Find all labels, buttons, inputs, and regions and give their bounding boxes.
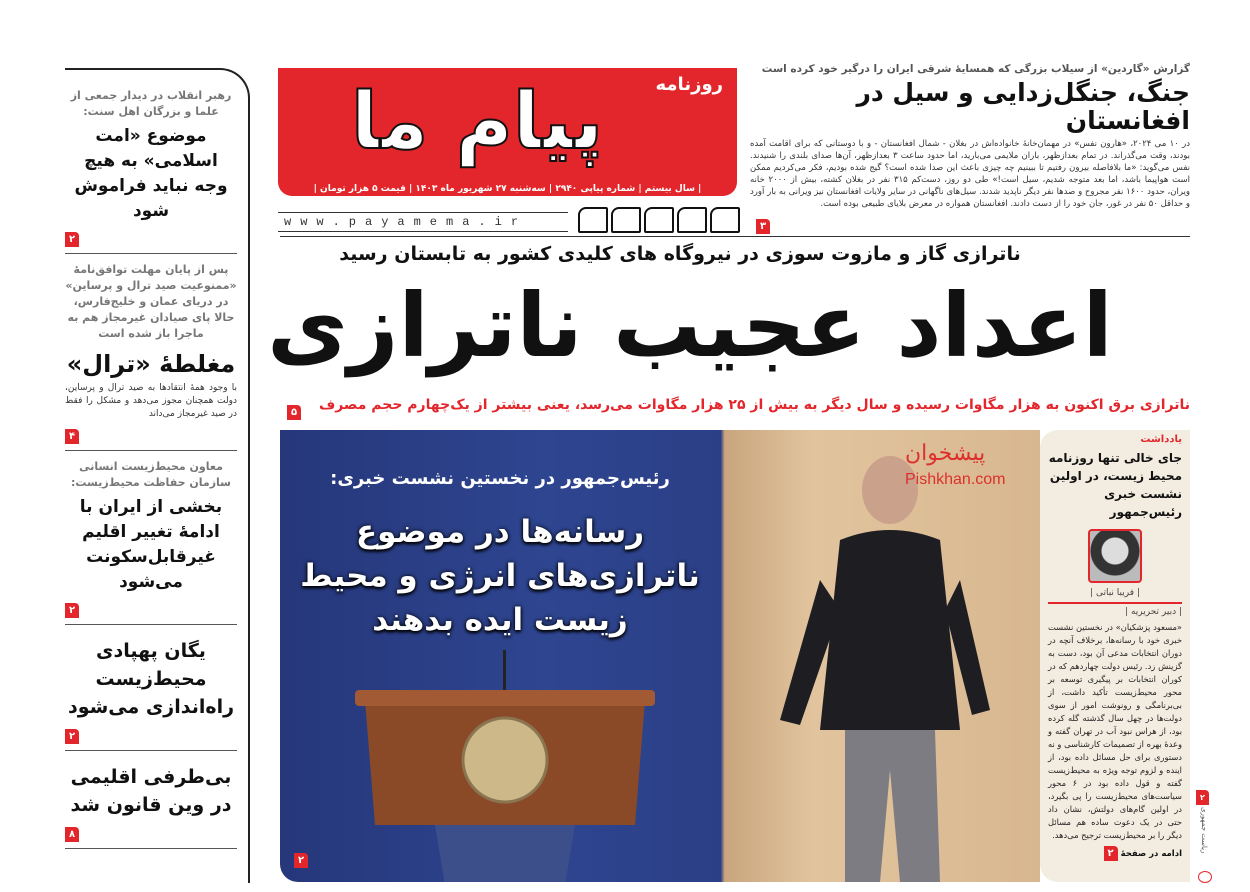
logo-boxes (578, 207, 740, 233)
left-story-1[interactable] (65, 80, 237, 254)
photo-credit (1196, 785, 1216, 885)
story-body: در ۱۰ می ۲۰۲۴، «هارون نفس» در مهمان‌خانهٔ خانواده‌اش در بغلان - شمال افغانستان - و با دوستانی که برای اقامت آمده بودند، وقت می‌گذراند. در تمام بعدازظهر، باران ملایمی می‌بارید، اما حدود ساعت ۳ بعدازظهر، آن‌ها صدای بلندی را شنیدند. نفس می‌گوید: «ما بلافاصله بیرون رفتیم تا ببینیم چه چیزی باعث این صدا شده است؟ گیج شده بودیم، فکر می‌کردیم ممکن است هواپیما باشد، اما بعد متوجه شدیم، سیل است!» طی دو روز، دست‌کم ۳۱۵ نفر در بغلان کشته، بیش از ۲۰۰۰ خانه ویران، حدود ۱۶۰۰ نفر مجروح و صدها نفر دیگر ناپدید شدند. سیل‌های ناگهانی در سایر ولایات افغانستان نیز ویرانی به بار آورد و حداقل ۵۰ نفر در غور، جان خود را از دست دادند. افغانستان همواره در معرض بلایای طبیعی بوده است. (750, 139, 1191, 209)
page-badge: ۲ (1196, 790, 1209, 805)
continue-link[interactable] (1048, 846, 1182, 861)
continue-label: ادامه در صفحهٔ (1120, 849, 1182, 859)
page-badge: ۳ (756, 219, 770, 234)
left-story-3[interactable] (65, 451, 237, 625)
page-badge: ۲ (65, 729, 79, 744)
left-column (65, 68, 250, 883)
story-headline: یگان پهپادی محیط‌زیست راه‌اندازی می‌شود (67, 640, 235, 718)
story-headline: جنگ، جنگل‌زدایی و سیل در افغانستان (856, 78, 1190, 135)
watermark-en: Pishkhan.com (905, 471, 1006, 488)
story-kicker: رهبر انقلاب در دیدار جمعی از علما و بزرگان اهل سنت: (70, 89, 232, 118)
page-badge: ۴ (65, 429, 79, 444)
page-badge: ۲ (294, 853, 308, 868)
story-headline: مغلطهٔ «ترال» (66, 350, 236, 378)
story-headline: بی‌طرفی اقلیمی در وین قانون شد (70, 766, 232, 816)
photo-kicker: رئیس‌جمهور در نخستین نشست خبری: (330, 468, 670, 489)
masthead (278, 68, 737, 196)
main-headline[interactable]: اعداد عجیب ناترازی (267, 274, 1113, 377)
page-badge: ۲ (1104, 846, 1118, 861)
website-url[interactable]: www.payamema.ir (278, 212, 568, 232)
author-avatar (1088, 529, 1142, 583)
note-body: «مسعود پزشکیان» در نخستین نشست خبری خود با رسانه‌ها، برخلاف آنچه در دوران انتخابات مدعی آن بود، دست به گزینش زد. رئیس دولت چهاردهم که در کوران انتخابات بر پیگیری توسعه بر محور محیط‌زیست تأکید داشت، از بی‌برنامگی و رونوشت امور از سوی دولت‌ها در چهل سال گذشته گله کرده بود، از هراس نبود آب در تهران گفته و وعدهٔ بهره از تصمیمات کارشناسی و نه دستوری برای حل مسائل داده بود، از اینده و لزوم توجه ویژه به محیط‌زیست گفته و قول داده بود در ۶ محور سیاست‌های محیط‌زیست را پی بگیرد، در اولین گام‌های دولتش، نشان داد حتی در یک دعوت ساده هم مسائل دیگر را بر محیط‌زیست ترجیح می‌دهد. (1048, 622, 1182, 840)
left-story-2[interactable] (65, 254, 237, 451)
page-badge: ۵ (287, 405, 301, 420)
page-badge: ۲ (65, 603, 79, 618)
note-headline: جای خالی تنها روزنامه محیط زیست، در اولین نشست خبری رئیس‌جمهور (1048, 451, 1182, 519)
left-story-4[interactable] (65, 625, 237, 751)
top-story[interactable] (750, 62, 1190, 234)
left-story-5[interactable] (65, 751, 237, 849)
newspaper-name: پیام ما (350, 77, 604, 167)
podium-image (355, 650, 655, 882)
camera-icon (1198, 871, 1212, 883)
page-badge: ۲ (65, 232, 79, 247)
divider (280, 236, 1190, 237)
photo-story[interactable] (280, 430, 1040, 882)
note-label: یادداشت (1140, 434, 1182, 445)
story-kicker: معاون محیط‌زیست انسانی سازمان حفاظت محیط‌زیست: (71, 460, 231, 489)
author-name: | فریبا نباتی | (1090, 588, 1140, 598)
watermark-fa: پیشخوان (905, 441, 986, 466)
page-badge-wrap (287, 400, 301, 420)
masthead-prefix: روزنامه (655, 74, 723, 95)
photo-headline: رسانه‌ها در موضوع ناترازی‌های انرژی و محیط زیست ایده بدهند (300, 514, 700, 638)
story-kicker: گزارش «گاردین» از سیلاب بزرگی که همسایهٔ شرقی ایران را درگیر خود کرده است (761, 63, 1190, 75)
photo-credit-text: ریاست جمهوری (1200, 807, 1208, 854)
editorial-note[interactable] (1040, 430, 1190, 882)
story-kicker: پس از پایان مهلت توافق‌نامهٔ «ممنوعیت صید ترال و پرساین» در دریای عمان و خلیج‌فارس، حالا پای صیادان غیرمجاز هم به ماجرا باز شده است (65, 263, 237, 340)
issue-info: | سال بیستم | شماره پیاپی ۲۹۴۰ | سه‌شنبه ۲۷ شهریور ماه ۱۴۰۳ | قیمت ۵ هزار تومان | (313, 184, 702, 194)
story-headline: بخشی از ایران با ادامهٔ تغییر اقلیم غیرقابل‌سکونت می‌شود (79, 497, 223, 592)
main-lead: ناترازی برق اکنون به هزار مگاوات رسیده و سال دیگر به بیش از ۲۵ هزار مگاوات می‌رسد، یعنی بیشتر از یک‌چهارم حجم مصرف (318, 397, 1190, 413)
story-headline: موضوع «امت اسلامی» به هیچ وجه نباید فراموش شود (74, 126, 228, 221)
president-photo (760, 430, 1020, 882)
story-body: با وجود همهٔ انتقادها به صید ترال و پرساین، دولت همچنان مجوز می‌دهد و مشکل را فقط در صید غیرمجاز می‌داند (65, 383, 237, 419)
page-badge: ۸ (65, 827, 79, 842)
author-role: | دبیر تحریریه | (1048, 602, 1182, 617)
main-kicker: ناترازی گاز و مازوت سوزی در نیروگاه های کلیدی کشور به تابستان رسید (339, 243, 1021, 265)
